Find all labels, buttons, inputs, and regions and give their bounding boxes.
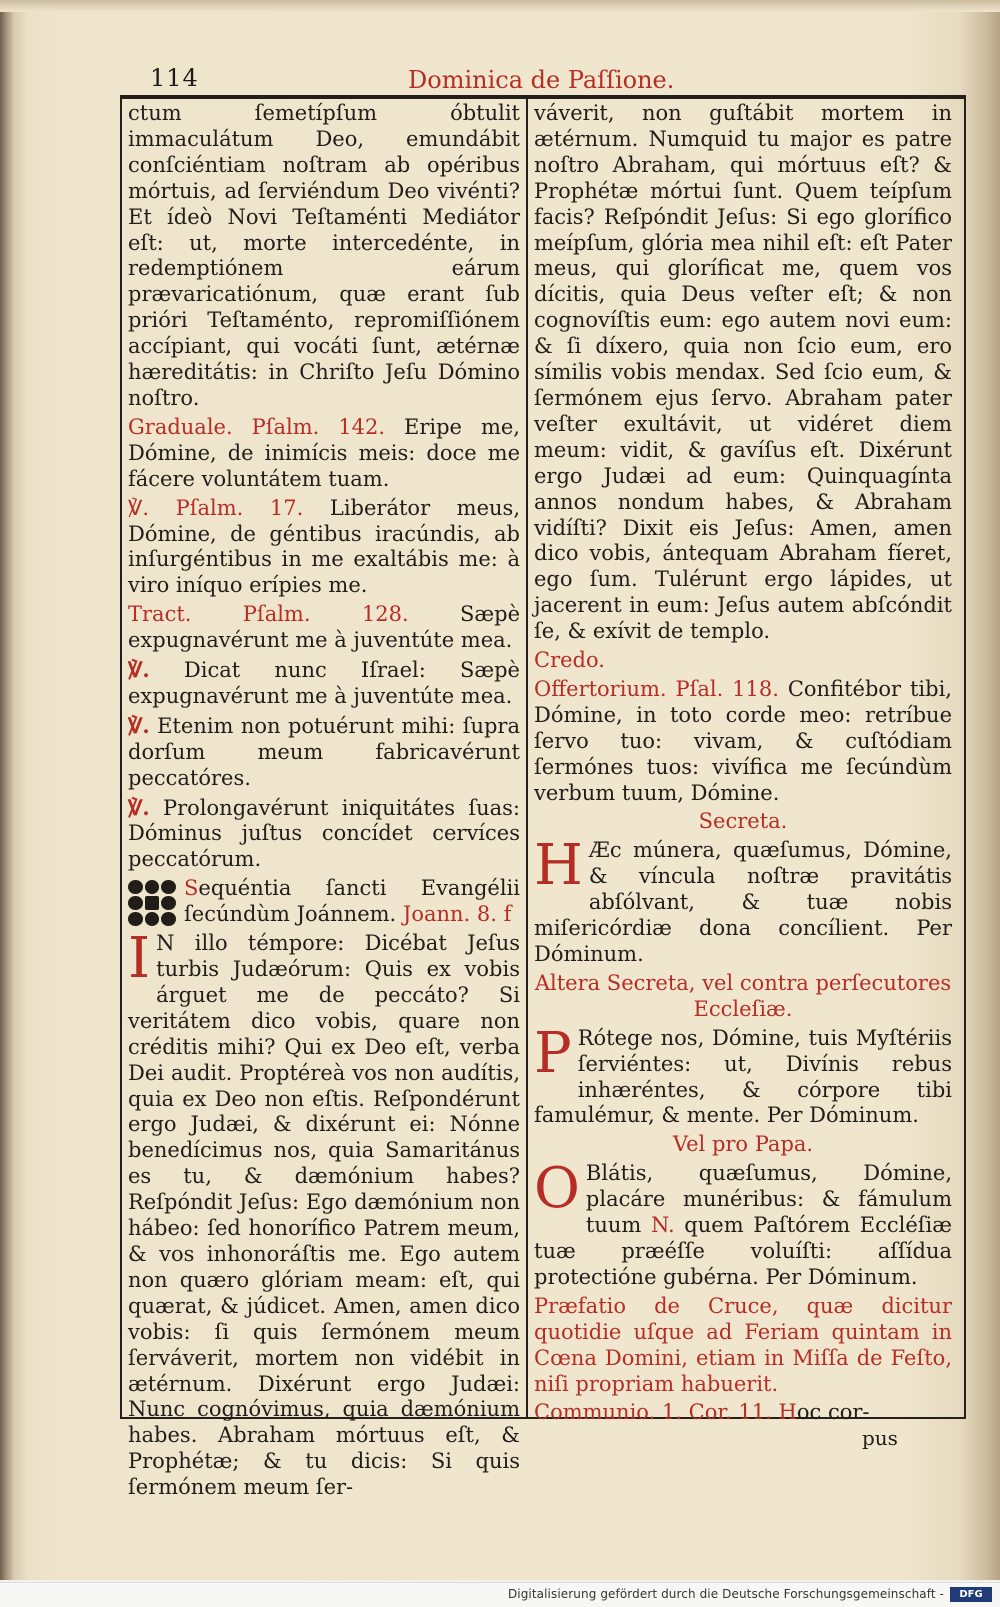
gospel-heading	[128, 876, 520, 928]
secreta-block	[534, 833, 952, 968]
communio-label: Communio. 1. Cor. 11.	[534, 1400, 772, 1425]
verse-1	[128, 496, 520, 600]
altera-secreta-block	[534, 1020, 952, 1130]
column-divider	[526, 97, 528, 1417]
secreta-text: Æc múnera, quæſumus, Dómine, & víncula noſtræ pravitátis abſólvant, & tuæ nobis miſericórdiæ dona concílient. Per Dóminum.	[534, 838, 952, 966]
graduale-label: Graduale. Pſalm. 142.	[128, 414, 386, 439]
papa-text-a: Blátis, quæſumus, Dómine, placáre munéribus: & fámulum tuum	[585, 1161, 952, 1238]
verse-1-label: ℣. Pſalm. 17.	[128, 495, 304, 520]
verse-3-text: Etenim non potuérunt mihi: ſupra dorſum meum fabricavérunt peccatóres.	[128, 713, 520, 790]
page-edge	[0, 0, 1000, 12]
left-column	[128, 101, 520, 1504]
tract-label: Tract. Pſalm. 128.	[128, 602, 409, 627]
versicle-icon: ℣.	[128, 712, 150, 738]
verse-4-text: Prolongavérunt iniquitátes ſuas: Dóminus juſtus concídet cervíces peccatórum.	[128, 795, 520, 872]
epistle-end: ctum ſemetípſum óbtulit immaculátum Deo, emundábit conſciéntiam noſtram ab opéribus mórtuis, ad ſerviéndum Deo vivénti? Et ídeò Novi Teſtaménti Mediátor eſt: ut, morte intercedénte, in redemptiónem eárum prævaricatiónum, quæ erant ſub prióri Teſtaménto, repromiſſiónem accípiant, qui vocáti ſunt, ætérnæ hæreditátis: in Chriſto Jeſu Dómino noſtro.	[128, 101, 520, 410]
gospel-text: N illo témpore: Dicébat Jeſus turbis Judæórum: Quis ex vobis árguet me de peccáto? Si veritátem dico vobis, quare non créditis mihi? Qui ex Deo eſt, verba Dei audit. Proptéreà vos non audítis, quia ex Deo non eſtis. Reſpondérunt ergo Judæi, & dixérunt ei: Nónne benedícimus nos, quia Samaritánus es tu, & dæmónium habes? Reſpóndit Jeſus: Ego dæmónium non hábeo: ſed honorífico Patrem meum, & vos inhonoráſtis me. Ego autem non quæro glóriam meam: eſt, qui quærat, & júdicet. Amen, amen dico vobis: ſi quis ſermónem meum ſerváverit, mortem non vidébit in ætérnum. Dixérunt ergo Judæi: Nunc cognóvimus, quia dæmónium habes. Abraham mórtuus eſt, & Prophétæ; & tu dicis: Si quis ſermónem meum ſer-	[128, 931, 520, 1500]
verse-2-text: Dicat nunc Iſrael: Sæpè expugnavérunt me à juventúte mea.	[128, 658, 520, 708]
papa-text-b: quem Paſtórem Eccléſiæ tuæ præéſſe voluíſti: aſſídua protectióne gubérna. Per Dóminum.	[534, 1213, 952, 1289]
secreta-dropcap: H	[534, 833, 583, 899]
verse-4	[128, 795, 520, 874]
tract	[128, 602, 520, 654]
digitization-footer	[0, 1582, 1000, 1607]
secreta-heading: Secreta.	[698, 809, 788, 834]
versicle-icon: ℣.	[128, 794, 150, 820]
gospel-continued: váverit, non guſtábit mortem in ætérnum. Numquid tu major es patre noſtro Abraham, qui mórtuus eſt? & Prophétæ mórtui ſunt. Quem teípſum facis? Reſpóndit Jeſus: Si ego glorífico meípſum, glória mea nihil eſt: eſt Pater meus, qui gloríficat me, quem vos dícitis, quia Deus veſter eſt; & non cognovíſtis eum: ego autem novi eum: & ſi díxero, quia non ſcio eum, ero símilis vobis mendax. Sed ſcio eum, & ſermónem ejus ſervo. Abraham pater veſter exultávit, ut vidéret diem meum: vidit, & gavíſus eſt. Dixérunt ergo Judæi ad eum: Quinquagínta annos nondum habes, & Abraham vidíſti? Dixit eis Jeſus: Amen, amen dico vobis, ántequam Abraham fíeret, ego ſum. Tulérunt ergo lápides, ut jacerent in eum: Jeſus autem abſcóndit ſe, & exívit de templo.	[534, 101, 952, 644]
versicle-icon: ℣.	[128, 657, 150, 683]
altera-dropcap: P	[534, 1020, 572, 1086]
verse-1-text: Liberátor meus, Dómine, de géntibus iracúndis, ab inſurgéntibus in me exaltábis me: à viro iníquo erípies me.	[128, 495, 520, 598]
communio	[534, 1400, 952, 1426]
verse-2	[128, 657, 520, 710]
pro-papa-block	[534, 1156, 952, 1291]
gospel-heading-initial: S	[184, 876, 199, 901]
gospel-dropcap: I	[128, 926, 151, 992]
pro-papa-heading: Vel pro Papa.	[672, 1132, 814, 1157]
fleuron-ornament-icon	[128, 880, 176, 926]
graduale-text: Eripe me, Dómine, de inimícis meis: doce me fácere voluntátem tuam.	[128, 414, 520, 491]
papa-dropcap: O	[534, 1156, 580, 1222]
offertory	[534, 677, 952, 807]
gospel-text-block	[128, 926, 520, 1501]
gospel-reference: Joann. 8. f	[402, 902, 512, 927]
papa-name-placeholder: N.	[650, 1213, 675, 1238]
dfg-logo: DFG	[950, 1587, 992, 1602]
footer-credit: Digitalisierung gefördert durch die Deutsche Forschungsgemeinschaft -	[507, 1587, 944, 1601]
graduale	[128, 415, 520, 493]
altera-secreta-text: Rótege nos, Dómine, tuis Myſtériis ſerviéntes: ut, Divínis rebus inhæréntes, & córpore tibi famulémur, & mente. Per Dóminum.	[534, 1025, 952, 1128]
offertory-label: Offertorium. Pſal. 118.	[534, 676, 779, 701]
credo: Credo.	[534, 648, 605, 673]
communio-text: oc cor-	[796, 1400, 870, 1425]
praefatio: Præfatio de Cruce, quæ dicitur quotidie uſque ad Feriam quintam in Cœna Domini, etiam in Miſſa de Feſto, niſi propriam habuerit.	[534, 1293, 952, 1396]
right-column	[534, 101, 952, 1429]
verse-3	[128, 713, 520, 792]
catchword: pus	[862, 1426, 898, 1450]
tract-text: Sæpè expugnavérunt me à juventúte mea.	[128, 602, 520, 653]
offertory-text: Confitébor tibi, Dómine, in toto corde meo: retríbue ſervo tuo: vivam, & cuſtódiam ſermónes tuos: vivífica me ſecúndùm verbum tuum, Dómine.	[534, 676, 952, 805]
page-number: 114	[150, 64, 199, 92]
gospel-heading-text: equéntia ſancti Evangélii ſecúndùm Joánnem.	[184, 876, 520, 927]
communio-initial: H	[778, 1400, 797, 1425]
altera-secreta-heading: Altera Secreta, vel contra perſecutores Eccleſiæ.	[534, 970, 952, 1021]
running-head: Dominica de Paſſione.	[408, 66, 675, 94]
